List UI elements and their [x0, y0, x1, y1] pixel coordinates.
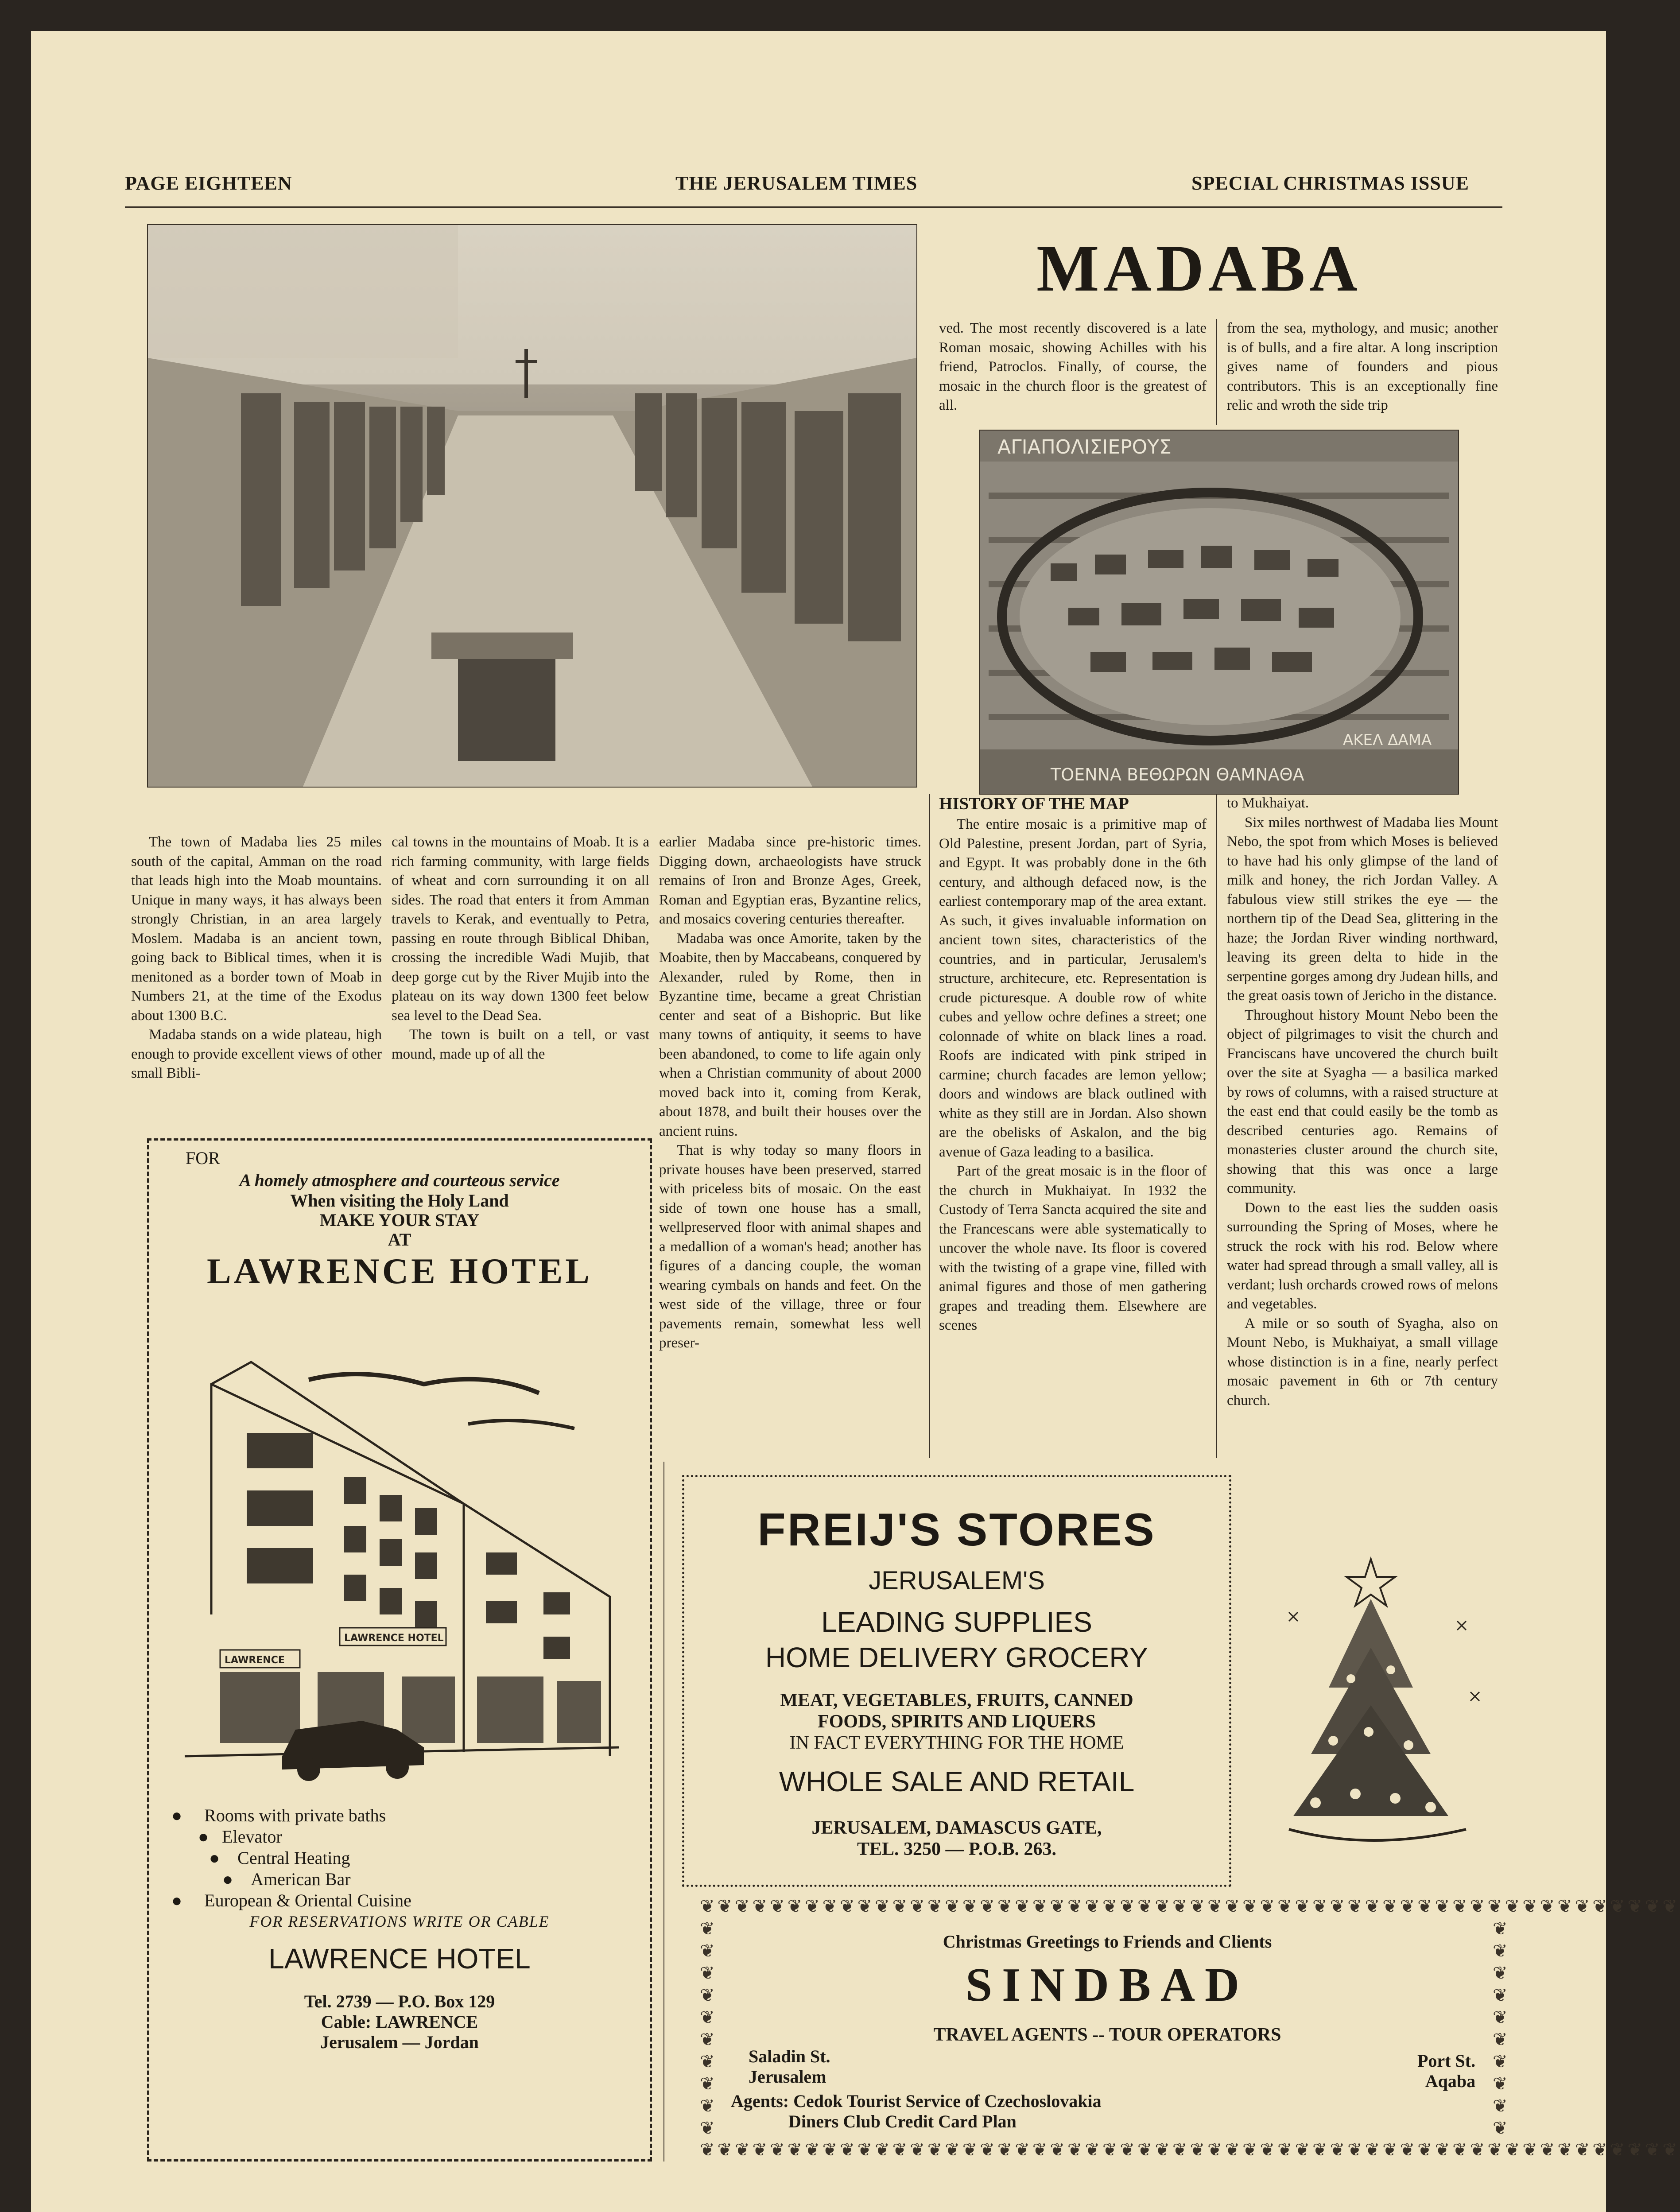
christmas-tree-illustration [1262, 1546, 1510, 1856]
column-5 [1227, 794, 1498, 1573]
ad-text: A homely atmosphere and courteous service [239, 1170, 560, 1190]
decorative-border-icon: ❦❦❦❦❦❦❦❦❦❦❦❦❦❦❦❦❦❦❦❦❦❦❦❦❦❦❦❦❦❦❦❦❦❦❦❦❦❦❦❦❦❦❦❦❦❦❦❦❦❦❦❦❦❦❦❦ [700, 2140, 1680, 2160]
agency-tagline: TRAVEL AGENTS -- TOUR OPERATORS [933, 2025, 1281, 2045]
hotel-phone: Tel. 2739 — P.O. Box 129 [304, 1991, 495, 2011]
paragraph: Part of the great mosaic is in the floor of the church in Mukhaiyat. In 1932 the Custody of Terra Sancta acquired the site and the Francescans were able systematically to uncover the whole nave. Its floor is covered with the twisting of a grape vine, filled with animal figures and those of men gathering grapes and treading them. Elsewhere are scenes [939, 1163, 1207, 1333]
diners-line: Diners Club Credit Card Plan [788, 2111, 1017, 2131]
paragraph: earlier Madaba since pre-historic times. Digging down, archaeologists have struck remains of Iron and Bronze Ages, Greek, Roman and Egyptian eras, Byzantine relics, and mosaics covering centuries thereafter. [659, 834, 921, 927]
paragraph: to Mukhaiyat. [1227, 795, 1309, 811]
hotel-city: Jerusalem — Jordan [320, 2032, 479, 2052]
address-left [749, 2046, 830, 2087]
column-rule [1216, 319, 1217, 425]
freijs-stores-ad [682, 1475, 1231, 1887]
sign-text: LAWRENCE [225, 1655, 285, 1666]
hotel-building-drawing [176, 1318, 628, 1796]
address-line: Aqaba [1425, 2071, 1476, 2091]
column-1 [131, 833, 382, 1116]
paragraph: The town is built on a tell, or vast mound, made up of all the [392, 1027, 649, 1062]
store-phone: TEL. 3250 — P.O.B. 263. [857, 1839, 1057, 1859]
mosaic-map-photo [979, 430, 1459, 795]
ad-text: FOODS, SPIRITS AND LIQUERS [818, 1711, 1096, 1732]
ad-text: AT [388, 1230, 411, 1250]
paragraph: Madaba was once Amorite, taken by the Moabite, then by Maccabeans, conquered by Alexander, ruled by Rome, then in Byzantine time, became a great Christian center and seat of a Bishopric. But like many towns of antiquity, it seems to have been abandoned, to come to life again only when a Christian community of about 2000 moved back into it, coming from Kerak, about 1878, and built their houses over the ancient ruins. [659, 930, 921, 1139]
address-line: Jerusalem [749, 2067, 826, 2087]
issue-name: SPECIAL CHRISTMAS ISSUE [1191, 172, 1469, 194]
lawrence-hotel-ad [147, 1138, 652, 2162]
ruins-photo [147, 224, 917, 788]
newspaper-page [31, 31, 1680, 2212]
features-list [171, 1805, 632, 1911]
agents-line: Agents: Cedok Tourist Service of Czechoslovakia [731, 2091, 1102, 2111]
reservation-note: FOR RESERVATIONS WRITE OR CABLE [249, 1913, 550, 1930]
paragraph: ved. The most recently discovered is a late Roman mosaic, showing Achilles with his friend, Patroclos. Finally, of course, the mosaic in the church floor is the greatest of all. [939, 320, 1207, 413]
ad-text: LEADING SUPPLIES [821, 1606, 1092, 1638]
paragraph: The town of Madaba lies 25 miles south of the capital, Amman on the road that leads high into the Moab mountains. Unique in many ways, it has always been strongly Christian, in an area largely Moslem. Madaba is an ancient town, going back to Biblical times, when it is menitoned as a border town of Moab in Numbers 21, at the time of the Exodus about 1300 B.C. [131, 834, 382, 1024]
feature-item: ● European & Oriental Cuisine [171, 1890, 411, 1910]
mosaic-inscription: ΤΟΕΝΝΑ ΒΕΘΩΡΩΝ ΘΑΜΝΑΘΑ [1051, 765, 1304, 784]
column-rule [1216, 794, 1217, 1458]
paragraph: Throughout history Mount Nebo been the object of pilgrimages to visit the church and Franciscans have uncovered the church built over the site at Syagha — a basilica marked by rows of columns, with a raised structure at the east end that could easily be the tomb as described centuries ago. Remains of monasteries cluster around the church site, showing that this was once a large community. [1227, 1007, 1498, 1196]
ad-text: IN FACT EVERYTHING FOR THE HOME [789, 1733, 1124, 1753]
agency-name: SINDBAD [965, 1959, 1249, 2011]
column-rule [663, 1462, 664, 2162]
store-address: JERUSALEM, DAMASCUS GATE, [811, 1818, 1102, 1838]
greeting: Christmas Greetings to Friends and Clients [943, 1932, 1272, 1952]
section-heading: HISTORY OF THE MAP [939, 794, 1129, 813]
decorative-border-icon: ❦ ❦ ❦ ❦ ❦ ❦ ❦ ❦ ❦ ❦ [700, 1919, 715, 2138]
mosaic-inscription: ΑΓΙΑΠΟΛΙΣΙΕΡΟΥΣ [997, 436, 1172, 458]
feature-item: ● Central Heating [209, 1848, 350, 1868]
hotel-cable: Cable: LAWRENCE [321, 2012, 478, 2032]
bullet-icon: ● [198, 1827, 213, 1847]
feature-item: ● Elevator [198, 1827, 282, 1847]
page-number: PAGE EIGHTEEN [125, 172, 292, 194]
mosaic-inscription: ΑΚΕΛ ΔΑΜΑ [1343, 731, 1432, 749]
paragraph: Madaba stands on a wide plateau, high enough to provide excellent views of other small Bibli- [131, 1027, 382, 1081]
ad-text: When visiting the Holy Land [290, 1191, 509, 1211]
address-line: Saladin St. [749, 2046, 830, 2066]
paragraph: Down to the east lies the sudden oasis surrounding the Spring of Moses, where he struck the rock with his rod. Below where water had spread through a small valley, all is verdant; lush orchards crowed rows of melons and vegetables. [1227, 1199, 1498, 1312]
header-rule [125, 206, 1502, 208]
paragraph: That is why today so many floors in private houses have been preserved, starred with priceless bits of mosaic. On the east side of town one house has a small, wellpreserved floor with animal shapes and a medallion of a woman's head; another has figures of a dancing couple, the woman wearing cymbals on hands and feet. On the west side of the village, three or four pavements remain, somewhat less well preser- [659, 1142, 921, 1351]
ad-text: HOME DELIVERY GROCERY [765, 1642, 1148, 1673]
paragraph: cal towns in the mountains of Moab. It is a rich farming community, with large fields of wheat and corn surrounding it on all sides. The road that enters it from Amman travels to Kerak, and eventually to Petra, passing en route through Biblical Dhiban, crossing the incredible Wadi Mujib, that deep gorge cut by the River Mujib into the plateau on its way down 1300 feet below sea level to the Dead Sea. [392, 834, 649, 1024]
column-5-top [1227, 319, 1498, 425]
column-2 [392, 833, 649, 1116]
sindbad-ad [682, 1891, 1680, 2166]
decorative-border-icon: ❦❦❦❦❦❦❦❦❦❦❦❦❦❦❦❦❦❦❦❦❦❦❦❦❦❦❦❦❦❦❦❦❦❦❦❦❦❦❦❦❦❦❦❦❦❦❦❦❦❦❦❦❦❦❦❦ [700, 1896, 1680, 1916]
sign-text: LAWRENCE HOTEL [344, 1633, 444, 1644]
article-title: MADABA [1036, 232, 1362, 305]
store-name: FREIJ'S STORES [757, 1504, 1156, 1556]
ad-text: WHOLE SALE AND RETAIL [779, 1766, 1135, 1797]
column-4 [939, 815, 1207, 1457]
paragraph: The entire mosaic is a primitive map of Old Palestine, present Jordan, part of Syria, and Egypt. It was probably done in the 6th century, and although defaced now, is the earliest contemporary map of the area extant. As such, it gives invaluable information on ancient town sites, characteristics of the countries, and in particular, Jerusalem's structure, architecure, etc. Representation is crude picturesque. A double row of white cubes and yellow ochre defines a street; one colonnade of white on black lines a road. Roofs are indicated with pink striped in carmine; church facades are lemon yellow; doors and windows are black outlined with white as they still are in Jordan. Also shown are the obelisks of Askalon, and the big avenue of Gaza leading to a basilica. [939, 816, 1207, 1160]
newspaper-name: THE JERUSALEM TIMES [675, 172, 918, 194]
ad-text: MAKE YOUR STAY [319, 1210, 480, 1230]
paragraph: from the sea, mythology, and music; another is of bulls, and a fire altar. A long inscription gives name of founders and pious contributors. This is an exceptionally fine relic and wroth the side trip [1227, 320, 1498, 413]
feature-item: ● Rooms with private baths [171, 1805, 386, 1825]
feature-item: ● American Bar [222, 1869, 351, 1889]
bullet-icon: ● [209, 1848, 225, 1868]
hotel-name: LAWRENCE HOTEL [206, 1251, 592, 1291]
column-4-top [939, 319, 1207, 425]
hotel-name-footer: LAWRENCE HOTEL [268, 1943, 531, 1975]
paragraph: A mile or so south of Syagha, also on Mount Nebo, is Mukhaiyat, a small village whose distinction is in a fine, nearly perfect mosaic pavement in 6th or 7th century church. [1227, 1315, 1498, 1409]
bullet-icon: ● [171, 1805, 187, 1825]
ad-text: JERUSALEM'S [869, 1566, 1045, 1595]
column-3 [659, 833, 921, 1457]
ad-text: FOR [186, 1148, 220, 1168]
decorative-border-icon: ❦ ❦ ❦ ❦ ❦ ❦ ❦ ❦ ❦ ❦ [1493, 1919, 1508, 2138]
ad-text: MEAT, VEGETABLES, FRUITS, CANNED [780, 1690, 1133, 1711]
bullet-icon: ● [171, 1890, 187, 1910]
paragraph: Six miles northwest of Madaba lies Mount Nebo, the spot from which Moses is believed to have had his only glimpse of the land of milk and honey, the rich Jordan Valley. A fabulous view still strikes the eye — the northern tip of the Dead Sea, glittering in the haze; the Jordan River winding northward, leaving its green delta to hide in the serpentine gorges among dry Judean hills, and the great oasis town of Jericho in the distance. [1227, 814, 1498, 1004]
address-right [1417, 2051, 1475, 2092]
address-line: Port St. [1417, 2051, 1476, 2071]
bullet-icon: ● [222, 1869, 238, 1889]
column-rule [929, 794, 930, 1458]
